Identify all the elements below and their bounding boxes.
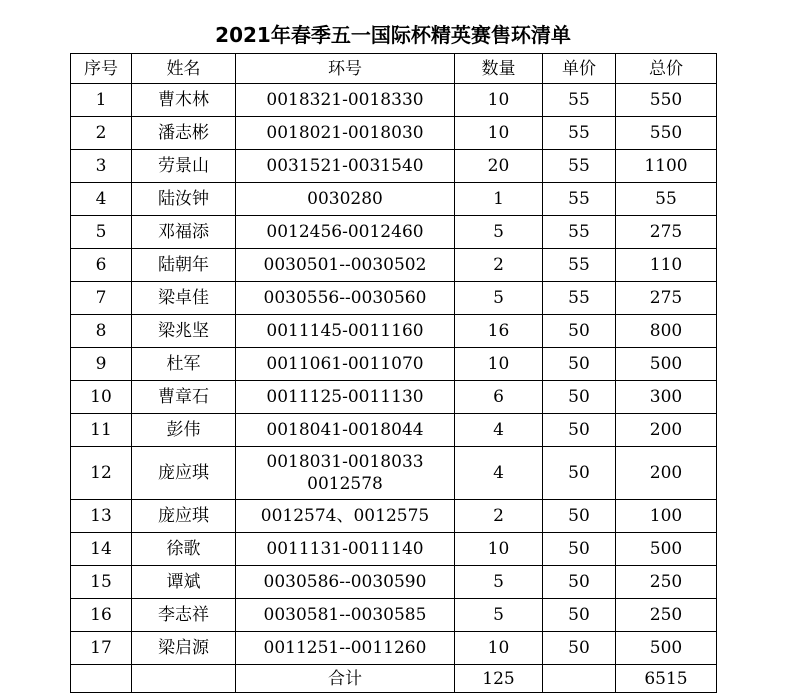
row-price: 50: [543, 566, 616, 599]
row-total: 550: [616, 117, 717, 150]
row-price: 50: [543, 414, 616, 447]
row-ring: [236, 183, 455, 216]
row-name: 庞应琪: [132, 447, 236, 500]
row-no: 6: [71, 249, 132, 282]
ring-number: 0031521-0031540: [266, 156, 424, 176]
row-qty: 1: [455, 183, 543, 216]
table-row: [71, 183, 717, 216]
row-no: 11: [71, 414, 132, 447]
row-name: 徐歌: [132, 533, 236, 566]
row-ring: [236, 150, 455, 183]
row-no: 1: [71, 84, 132, 117]
table-row: [71, 216, 717, 249]
ring-number: 0011145-0011160: [266, 321, 424, 341]
ring-number: 0030280: [307, 189, 383, 209]
header-cell-price: 单价: [543, 54, 616, 84]
table-row: [71, 566, 717, 599]
row-name: 李志祥: [132, 599, 236, 632]
row-qty: 2: [455, 249, 543, 282]
ring-number: 0018031-0018033: [266, 452, 424, 472]
row-price: 55: [543, 249, 616, 282]
row-total: 200: [616, 447, 717, 500]
row-no: 7: [71, 282, 132, 315]
row-total: 55: [616, 183, 717, 216]
row-ring: [236, 414, 455, 447]
row-name: 陆汝钟: [132, 183, 236, 216]
row-price: 50: [543, 381, 616, 414]
row-qty: 10: [455, 348, 543, 381]
row-total: 800: [616, 315, 717, 348]
header-cell-qty: 数量: [455, 54, 543, 84]
row-name: 杜军: [132, 348, 236, 381]
ring-number: 0011061-0011070: [266, 354, 424, 374]
ring-number: 0030501--0030502: [263, 255, 427, 275]
row-name: 潘志彬: [132, 117, 236, 150]
row-total: 275: [616, 216, 717, 249]
row-no: 3: [71, 150, 132, 183]
row-ring: [236, 500, 455, 533]
ring-number: 0018321-0018330: [266, 90, 424, 110]
row-price: 50: [543, 500, 616, 533]
row-total: 1100: [616, 150, 717, 183]
row-price: 55: [543, 117, 616, 150]
row-no: 2: [71, 117, 132, 150]
row-qty: 4: [455, 447, 543, 500]
header-cell-name: 姓名: [132, 54, 236, 84]
row-no: 8: [71, 315, 132, 348]
row-name: 邓福添: [132, 216, 236, 249]
ring-number: 0012456-0012460: [266, 222, 424, 242]
row-total: 500: [616, 533, 717, 566]
row-name: 陆朝年: [132, 249, 236, 282]
summary-blank-no: [71, 665, 132, 693]
row-total: 550: [616, 84, 717, 117]
table-row: [71, 315, 717, 348]
row-price: 50: [543, 632, 616, 665]
row-price: 50: [543, 599, 616, 632]
row-qty: 10: [455, 84, 543, 117]
ring-number: 0012574、0012575: [260, 506, 430, 526]
document-title: 2021年春季五一国际杯精英赛售环清单: [215, 23, 571, 47]
ring-number: 0018021-0018030: [266, 123, 424, 143]
row-qty: 20: [455, 150, 543, 183]
row-name: 劳景山: [132, 150, 236, 183]
table-row: [71, 599, 717, 632]
ring-number: 0030556--0030560: [263, 288, 427, 308]
row-no: 14: [71, 533, 132, 566]
row-name: 彭伟: [132, 414, 236, 447]
row-qty: 5: [455, 216, 543, 249]
row-price: 55: [543, 150, 616, 183]
table-row: [71, 249, 717, 282]
row-ring: [236, 315, 455, 348]
table-row: [71, 150, 717, 183]
table-row: [71, 500, 717, 533]
table-row: [71, 447, 717, 500]
row-ring: [236, 566, 455, 599]
ring-number: 0011125-0011130: [266, 387, 424, 407]
row-ring: [236, 282, 455, 315]
table-row: [71, 117, 717, 150]
row-ring: [236, 117, 455, 150]
table-row: [71, 84, 717, 117]
row-ring: [236, 348, 455, 381]
ring-number: 0018041-0018044: [266, 420, 424, 440]
row-name: 谭斌: [132, 566, 236, 599]
row-ring: [236, 632, 455, 665]
row-no: 4: [71, 183, 132, 216]
summary-total: 6515: [616, 665, 717, 693]
row-qty: 5: [455, 599, 543, 632]
row-qty: 16: [455, 315, 543, 348]
ring-number: 0030586--0030590: [263, 572, 427, 592]
row-name: 曹章石: [132, 381, 236, 414]
row-no: 12: [71, 447, 132, 500]
row-total: 300: [616, 381, 717, 414]
row-ring: [236, 216, 455, 249]
row-total: 500: [616, 632, 717, 665]
header-cell-ring: 环号: [236, 54, 455, 84]
table-row: [71, 282, 717, 315]
header-row: [71, 54, 717, 84]
row-price: 55: [543, 183, 616, 216]
row-total: 500: [616, 348, 717, 381]
summary-blank-price: [543, 665, 616, 693]
row-name: 梁兆坚: [132, 315, 236, 348]
row-name: 庞应琪: [132, 500, 236, 533]
row-qty: 5: [455, 282, 543, 315]
table-row: [71, 414, 717, 447]
row-ring: [236, 381, 455, 414]
row-name: 曹木林: [132, 84, 236, 117]
ring-number: 0030581--0030585: [263, 605, 427, 625]
row-total: 250: [616, 566, 717, 599]
row-no: 5: [71, 216, 132, 249]
row-price: 55: [543, 84, 616, 117]
row-name: 梁卓佳: [132, 282, 236, 315]
row-no: 13: [71, 500, 132, 533]
table-row: [71, 381, 717, 414]
row-total: 275: [616, 282, 717, 315]
sales-table: [70, 53, 717, 693]
row-price: 55: [543, 282, 616, 315]
row-qty: 5: [455, 566, 543, 599]
row-total: 100: [616, 500, 717, 533]
row-ring: [236, 599, 455, 632]
row-no: 10: [71, 381, 132, 414]
row-total: 110: [616, 249, 717, 282]
row-qty: 10: [455, 632, 543, 665]
row-ring: [236, 84, 455, 117]
header-cell-no: 序号: [71, 54, 132, 84]
row-no: 15: [71, 566, 132, 599]
row-price: 50: [543, 348, 616, 381]
table-row: [71, 632, 717, 665]
row-qty: 6: [455, 381, 543, 414]
ring-number: 0011131-0011140: [266, 539, 424, 559]
row-qty: 10: [455, 117, 543, 150]
summary-blank-name: [132, 665, 236, 693]
row-qty: 2: [455, 500, 543, 533]
header-cell-total: 总价: [616, 54, 717, 84]
summary-label: 合计: [236, 665, 455, 693]
row-price: 50: [543, 447, 616, 500]
row-name: 梁启源: [132, 632, 236, 665]
row-ring: [236, 447, 455, 500]
summary-row: [71, 665, 717, 693]
row-no: 17: [71, 632, 132, 665]
row-qty: 10: [455, 533, 543, 566]
table-row: [71, 533, 717, 566]
ring-number: 0012578: [307, 474, 383, 494]
row-price: 50: [543, 533, 616, 566]
row-price: 50: [543, 315, 616, 348]
row-no: 9: [71, 348, 132, 381]
row-qty: 4: [455, 414, 543, 447]
row-total: 250: [616, 599, 717, 632]
row-total: 200: [616, 414, 717, 447]
row-price: 55: [543, 216, 616, 249]
row-ring: [236, 533, 455, 566]
summary-qty: 125: [455, 665, 543, 693]
row-ring: [236, 249, 455, 282]
table-row: [71, 348, 717, 381]
row-no: 16: [71, 599, 132, 632]
ring-number: 0011251--0011260: [263, 638, 427, 658]
